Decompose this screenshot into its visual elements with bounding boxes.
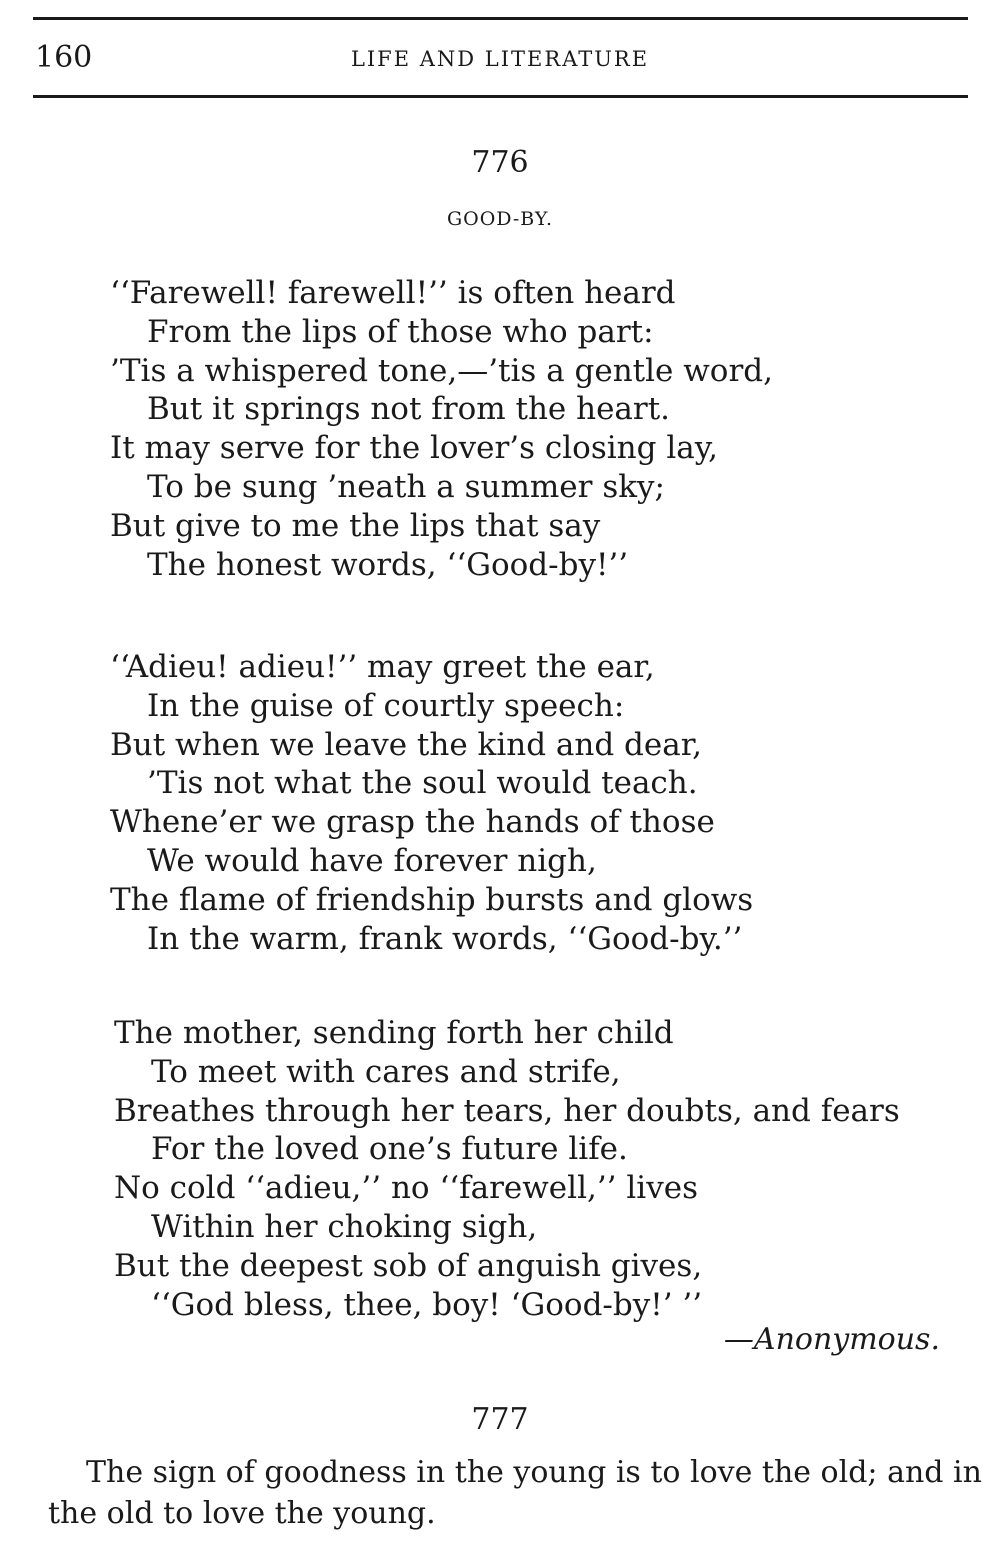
header-rule [33,95,968,98]
poem-line: For the loved one’s future life. [151,1131,628,1168]
poem-line: We would have forever nigh, [147,842,597,879]
poem-line: The flame of friendship bursts and glows [110,881,754,918]
attribution: —Anonymous. [723,1322,940,1357]
poem-line: It may serve for the lover’s closing lay, [110,430,718,467]
poem-line: To meet with cares and strife, [151,1053,621,1090]
poem-title: GOOD-BY. [446,208,554,230]
poem-line: Whene’er we grasp the hands of those [110,804,715,841]
poem-line: But when we leave the kind and dear, [110,726,702,763]
poem-line: The honest words, ‘‘Good-by!’’ [147,546,629,583]
poem-line: In the warm, frank words, ‘‘Good-by.’’ [147,920,743,957]
entry-number-777: 777 [471,1402,529,1437]
stanza-1 [110,274,970,584]
poem-line: ’Tis not what the soul would teach. [147,765,698,802]
poem-line: No cold ‘‘adieu,’’ no ‘‘farewell,’’ lives [114,1170,698,1207]
stanza-2 [110,648,970,958]
poem-line: Breathes through her tears, her doubts, and fears [114,1092,900,1129]
aphorism-text: The sign of goodness in the young is to love the old; and in the old to love the young. [48,1455,982,1531]
top-rule [33,17,968,20]
poem-line: ‘‘Farewell! farewell!’’ is often heard [110,275,676,311]
poem-line: But it springs not from the heart. [147,391,671,428]
running-title: LIFE AND LITERATURE [350,47,650,71]
poem-line: The mother, sending forth her child [114,1015,674,1051]
poem-line: ‘‘Adieu! adieu!’’ may greet the ear, [110,649,655,685]
poem-line: But give to me the lips that say [110,507,601,544]
poem-line: To be sung ’neath a summer sky; [147,468,665,505]
entry-number-776: 776 [471,145,529,180]
poem-line: In the guise of courtly speech: [147,687,625,724]
page-number: 160 [35,40,93,75]
poem-line: But the deepest sob of anguish gives, [114,1247,703,1284]
stanza-3 [114,1014,974,1324]
poem-line: Within her choking sigh, [151,1208,538,1245]
poem-line: ’Tis a whispered tone,—’tis a gentle word, [110,352,773,389]
poem-line: ‘‘God bless, thee, boy! ‘Good-by!’ ’’ [151,1286,703,1323]
poem-line: From the lips of those who part: [147,313,654,350]
